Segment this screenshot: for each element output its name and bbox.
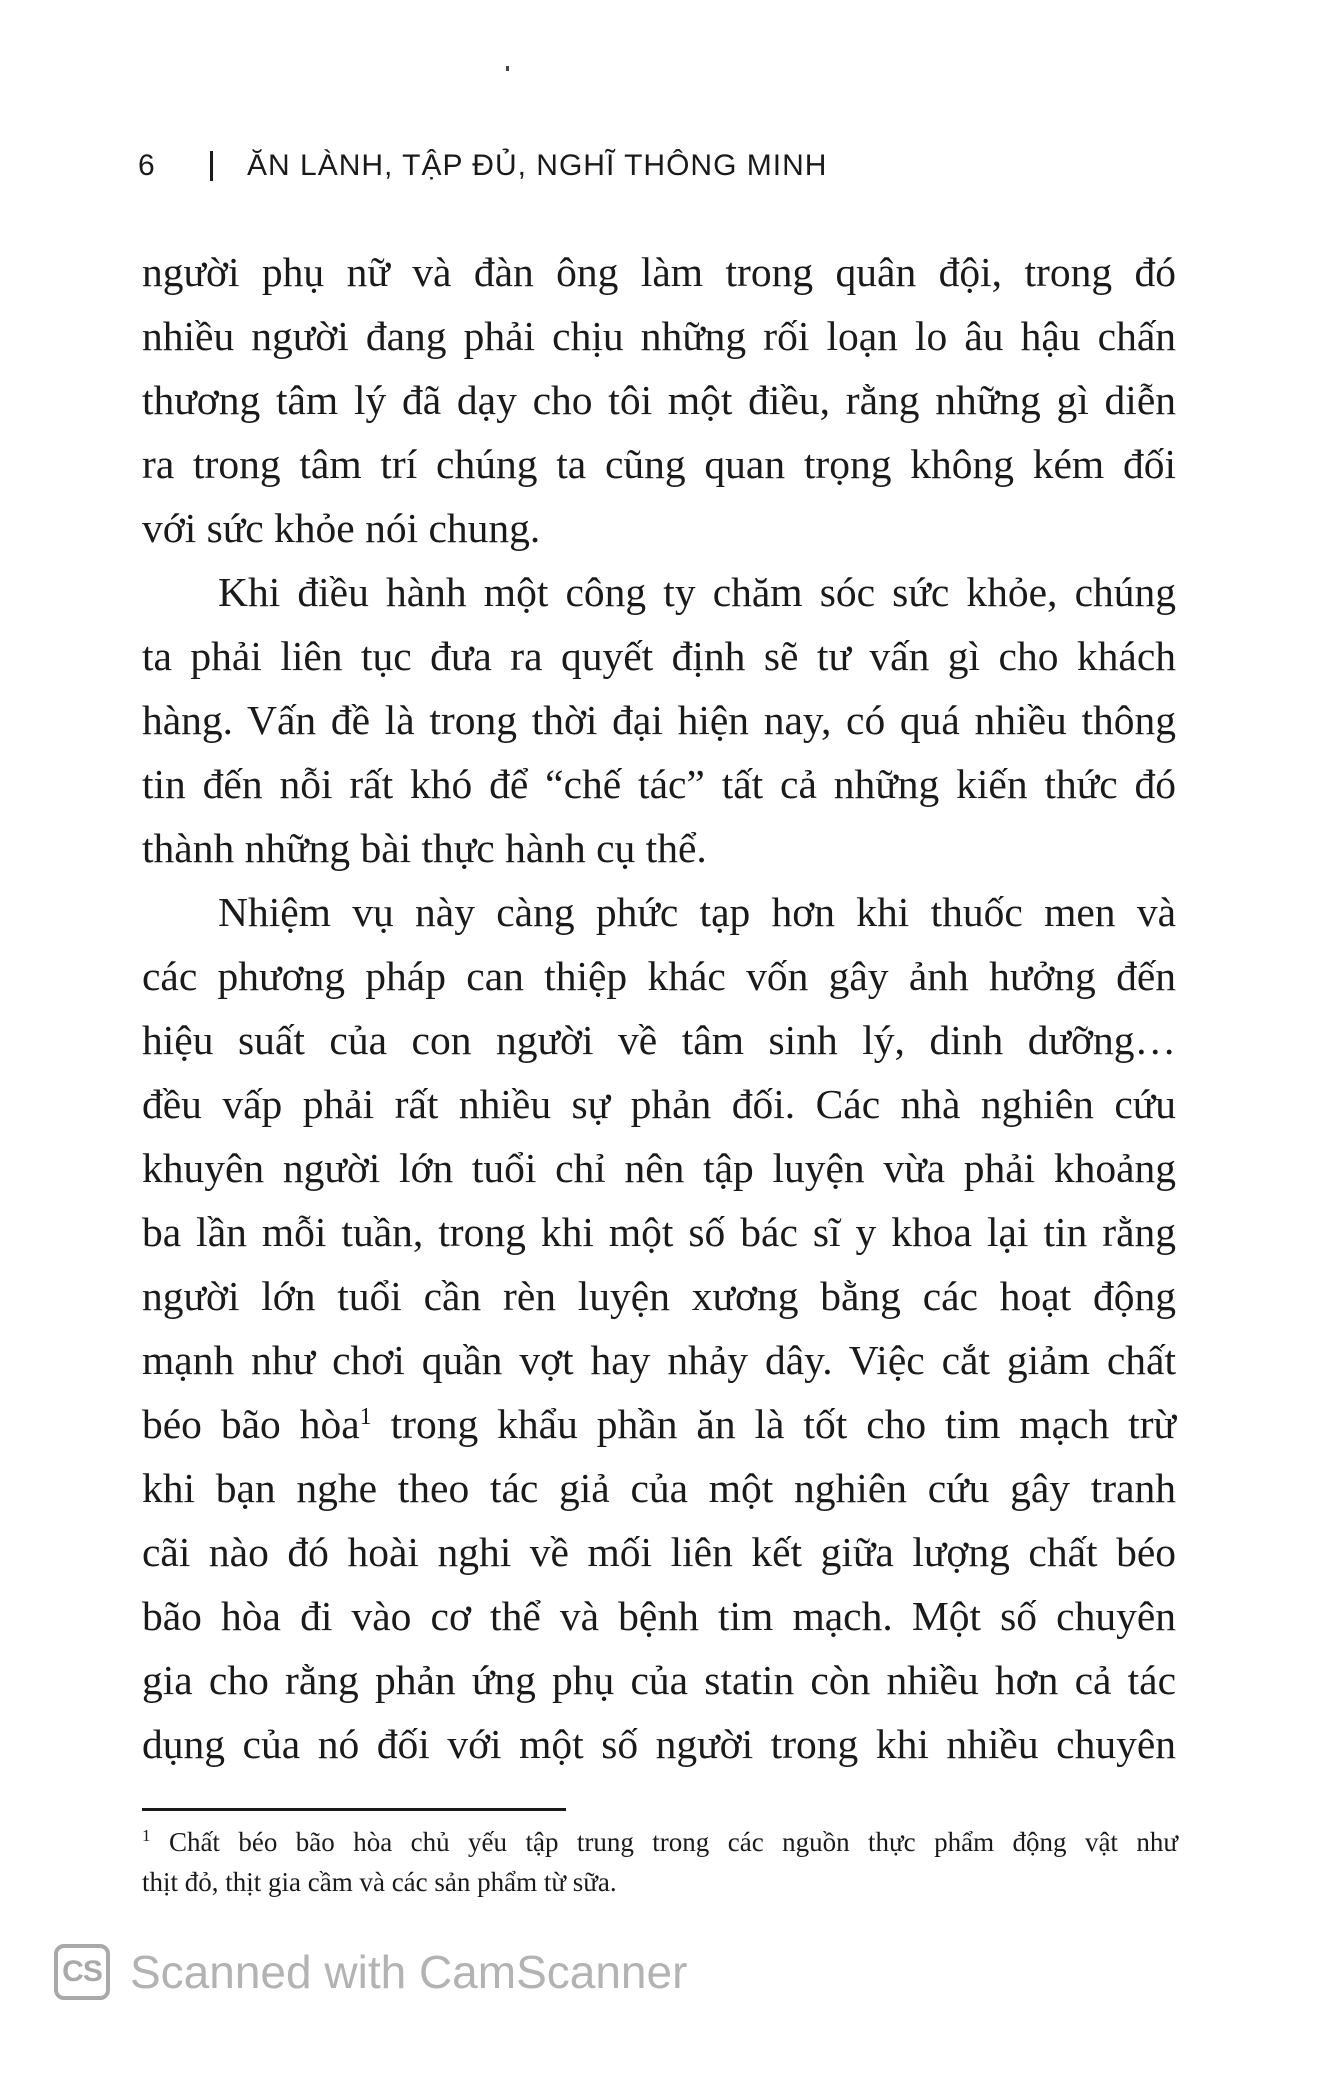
text-line: Nhiệm vụ này càng phức tạp hơn khi thuốc men và (218, 889, 1176, 935)
book-title: ĂN LÀNH, TẬP ĐỦ, NGHĨ THÔNG MINH (247, 149, 828, 182)
text-line: nhiều người đang phải chịu những rối loạn lo âu hậu chấn (142, 313, 1176, 359)
text-line: với sức khỏe nói chung. (142, 505, 541, 551)
footnote-marker: 1 (142, 1826, 151, 1845)
paragraph-2 (142, 560, 1176, 880)
text-segment: béo bão hòa (142, 1401, 360, 1447)
running-header (138, 146, 827, 186)
text-segment: trong khẩu phần ăn là tốt cho tim mạch trừ (390, 1401, 1177, 1447)
watermark-text: Scanned with CamScanner (130, 1946, 688, 1998)
camscanner-logo-icon: CS (54, 1944, 110, 2000)
text-line: bão hòa đi vào cơ thể và bệnh tim mạch. Một số chuyên (142, 1593, 1176, 1639)
footnote-text: Chất béo bão hòa chủ yếu tập trung trong các nguồn thực phẩm động vật như (168, 1827, 1179, 1857)
text-line: các phương pháp can thiệp khác vốn gây ảnh hưởng đến (142, 953, 1176, 999)
text-line: dụng của nó đối với một số người trong khi nhiều chuyên (142, 1721, 1176, 1767)
text-line: khuyên người lớn tuổi chỉ nên tập luyện vừa phải khoảng (142, 1145, 1176, 1191)
footnote-divider (142, 1808, 566, 1811)
text-line: hàng. Vấn đề là trong thời đại hiện nay, có quá nhiều thông (142, 697, 1176, 743)
text-line: khi bạn nghe theo tác giả của một nghiên cứu gây tranh (142, 1465, 1176, 1511)
text-line: gia cho rằng phản ứng phụ của statin còn nhiều hơn cả tác (142, 1657, 1176, 1703)
text-line: Khi điều hành một công ty chăm sóc sức khỏe, chúng (218, 569, 1176, 615)
paragraph-1 (142, 240, 1176, 560)
page-number: 6 (138, 149, 156, 182)
text-line: cãi nào đó hoài nghi về mối liên kết giữa lượng chất béo (142, 1529, 1176, 1575)
footnote-line (142, 1822, 1178, 1862)
text-line: ba lần mỗi tuần, trong khi một số bác sĩ y khoa lại tin rằng (142, 1209, 1176, 1255)
text-line: ta phải liên tục đưa ra quyết định sẽ tư vấn gì cho khách (142, 633, 1176, 679)
scan-speck (506, 66, 509, 71)
text-line: người lớn tuổi cần rèn luyện xương bằng các hoạt động (142, 1273, 1176, 1319)
footnote-ref[interactable]: 1 (359, 1404, 372, 1430)
text-line: người phụ nữ và đàn ông làm trong quân đội, trong đó (142, 249, 1176, 295)
text-line: tin đến nỗi rất khó để “chế tác” tất cả những kiến thức đó (142, 761, 1176, 807)
body-text (142, 240, 1176, 1776)
text-line-with-footnote (142, 1392, 1176, 1456)
footnote (142, 1822, 1178, 1902)
header-divider (210, 151, 213, 181)
text-line: thương tâm lý đã dạy cho tôi một điều, rằng những gì diễn (142, 377, 1176, 423)
text-line: đều vấp phải rất nhiều sự phản đối. Các nhà nghiên cứu (142, 1081, 1176, 1127)
text-line: hiệu suất của con người về tâm sinh lý, dinh dưỡng… (142, 1017, 1176, 1063)
paragraph-3 (142, 880, 1176, 1776)
text-line: mạnh như chơi quần vợt hay nhảy dây. Việc cắt giảm chất (142, 1337, 1176, 1383)
camscanner-watermark (54, 1944, 687, 2000)
footnote-line: thịt đỏ, thịt gia cầm và các sản phẩm từ sữa. (142, 1867, 617, 1897)
text-line: thành những bài thực hành cụ thể. (142, 825, 707, 871)
text-line: ra trong tâm trí chúng ta cũng quan trọng không kém đối (142, 441, 1176, 487)
